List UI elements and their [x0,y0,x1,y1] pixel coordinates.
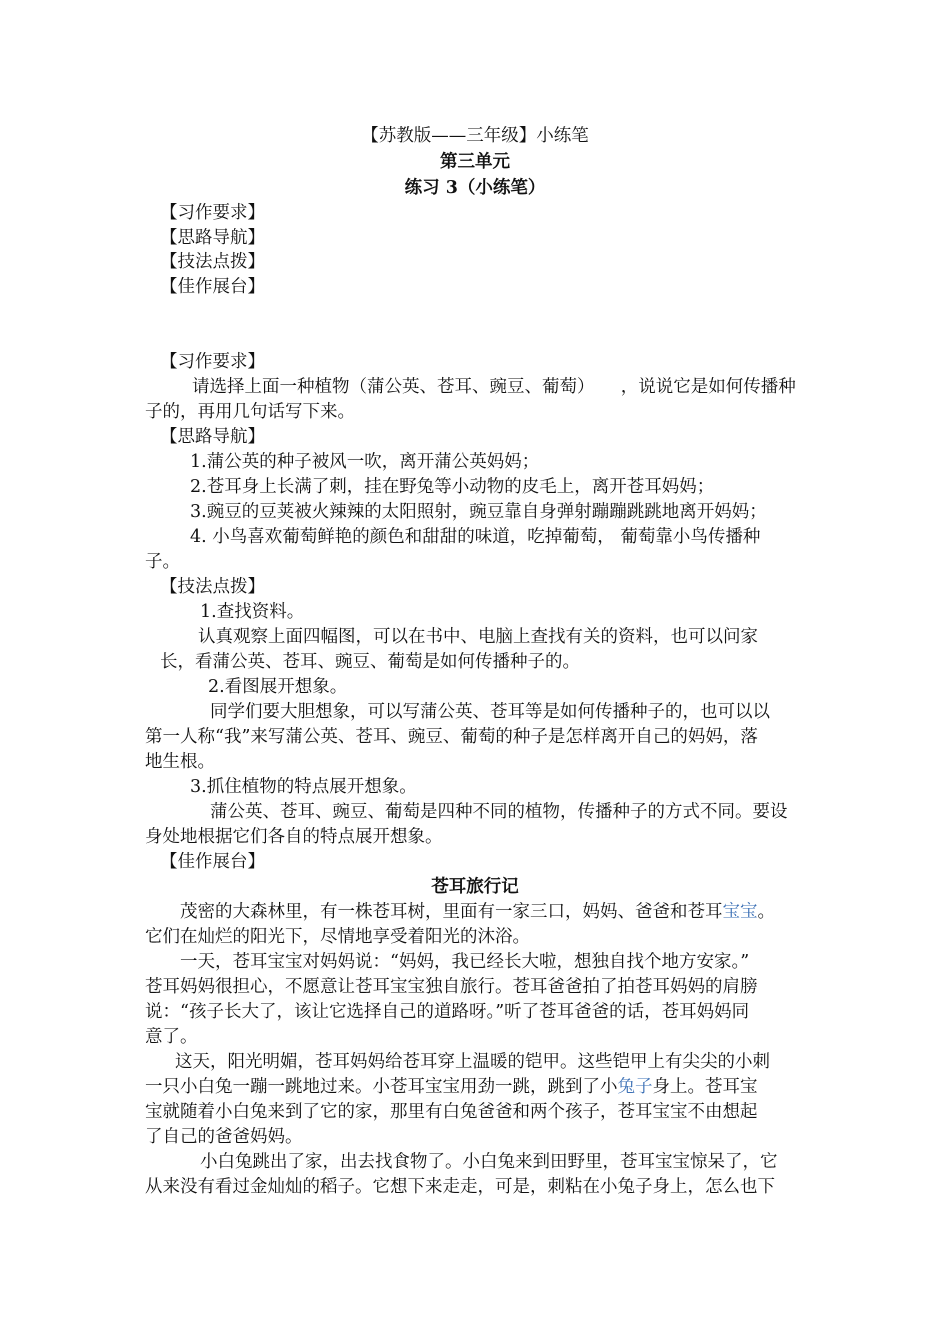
guide-item-4: 4. 小鸟喜欢葡萄鲜艳的颜色和甜甜的味道，吃掉葡萄， 葡萄靠小鸟传播种 [190,527,761,547]
requirements-text-line: 子的，再用几句话写下来。 [145,402,355,422]
tip-1-text: 认真观察上面四幅图，可以在书中、电脑上查找有关的资料，也可以问家 [198,627,758,647]
essay-paragraph-line: 了自己的爸爸妈妈。 [145,1127,303,1147]
guide-heading: 【思路导航】 [160,427,265,447]
unit-title: 第三单元 [440,152,510,172]
tip-1-title: 1.查找资料。 [200,602,305,622]
requirements-text-line: 请选择上面一种植物（蒲公英、苍耳、豌豆、葡萄） ，说说它是如何传播种 [192,377,796,397]
guide-item-4-cont: 子。 [145,552,180,572]
tip-2-text: 第一人称“我”来写蒲公英、苍耳、豌豆、葡萄的种子是怎样离开自己的妈妈，落 [145,727,758,747]
essay-paragraph-line: 一只小白兔一蹦一跳地过来。小苍耳宝宝用劲一跳，跳到了小兔子身上。苍耳宝 [145,1077,758,1097]
essay-paragraph-line: 它们在灿烂的阳光下，尽情地享受着阳光的沐浴。 [145,927,530,947]
toc-item-requirements: 【习作要求】 [160,203,265,223]
essay-title: 苍耳旅行记 [431,877,519,897]
guide-item-2: 2.苍耳身上长满了刺，挂在野兔等小动物的皮毛上，离开苍耳妈妈； [190,477,715,497]
toc-item-guide: 【思路导航】 [160,228,265,248]
baobao-link[interactable]: 宝宝 [722,902,758,922]
toc-item-showcase: 【佳作展台】 [160,277,265,297]
tip-3-text: 身处地根据它们各自的特点展开想象。 [145,827,443,847]
tips-heading: 【技法点拨】 [160,577,265,597]
essay-paragraph-line: 意了。 [145,1027,198,1047]
showcase-heading: 【佳作展台】 [160,852,265,872]
series-title: 【苏教版——三年级】小练笔 [361,126,589,146]
essay-paragraph-line: 从来没有看过金灿灿的稻子。它想下来走走，可是，刺粘在小兔子身上，怎么也下 [145,1177,775,1197]
tip-2-title: 2.看图展开想象。 [208,677,348,697]
tip-2-text: 同学们要大胆想象，可以写蒲公英、苍耳等是如何传播种子的，也可以以 [210,702,770,722]
tuzi-link[interactable]: 兔子 [617,1077,653,1097]
tip-2-text: 地生根。 [145,752,215,772]
tip-3-text: 蒲公英、苍耳、豌豆、葡萄是四种不同的植物，传播种子的方式不同。要设 [210,802,788,822]
essay-paragraph-line: 小白兔跳出了家，出去找食物了。小白兔来到田野里，苍耳宝宝惊呆了，它 [200,1152,778,1172]
tip-1-text: 长，看蒲公英、苍耳、豌豆、葡萄是如何传播种子的。 [160,652,580,672]
toc-item-tips: 【技法点拨】 [160,252,265,272]
essay-paragraph-line: 这天，阳光明媚，苍耳妈妈给苍耳穿上温暖的铠甲。这些铠甲上有尖尖的小刺 [175,1052,770,1072]
requirements-heading: 【习作要求】 [160,352,265,372]
essay-paragraph-line: 茂密的大森林里，有一株苍耳树，里面有一家三口，妈妈、爸爸和苍耳宝宝。 [180,902,775,922]
tip-3-title: 3.抓住植物的特点展开想象。 [190,777,417,797]
essay-paragraph-line: 宝就随着小白兔来到了它的家，那里有白兔爸爸和两个孩子，苍耳宝宝不由想起 [145,1102,758,1122]
essay-paragraph-line: 苍耳妈妈很担心，不愿意让苍耳宝宝独自旅行。苍耳爸爸拍了拍苍耳妈妈的肩膀 [145,977,758,997]
exercise-title: 练习 3（小练笔） [404,178,546,198]
essay-paragraph-line: 说：“孩子长大了，该让它选择自己的道路呀。”听了苍耳爸爸的话，苍耳妈妈同 [145,1002,750,1022]
guide-item-3: 3.豌豆的豆荚被火辣辣的太阳照射，豌豆靠自身弹射蹦蹦跳跳地离开妈妈； [190,502,767,522]
essay-paragraph-line: 一天，苍耳宝宝对妈妈说：“妈妈，我已经长大啦，想独自找个地方安家。” [180,952,750,972]
guide-item-1: 1.蒲公英的种子被风一吹，离开蒲公英妈妈； [190,452,540,472]
